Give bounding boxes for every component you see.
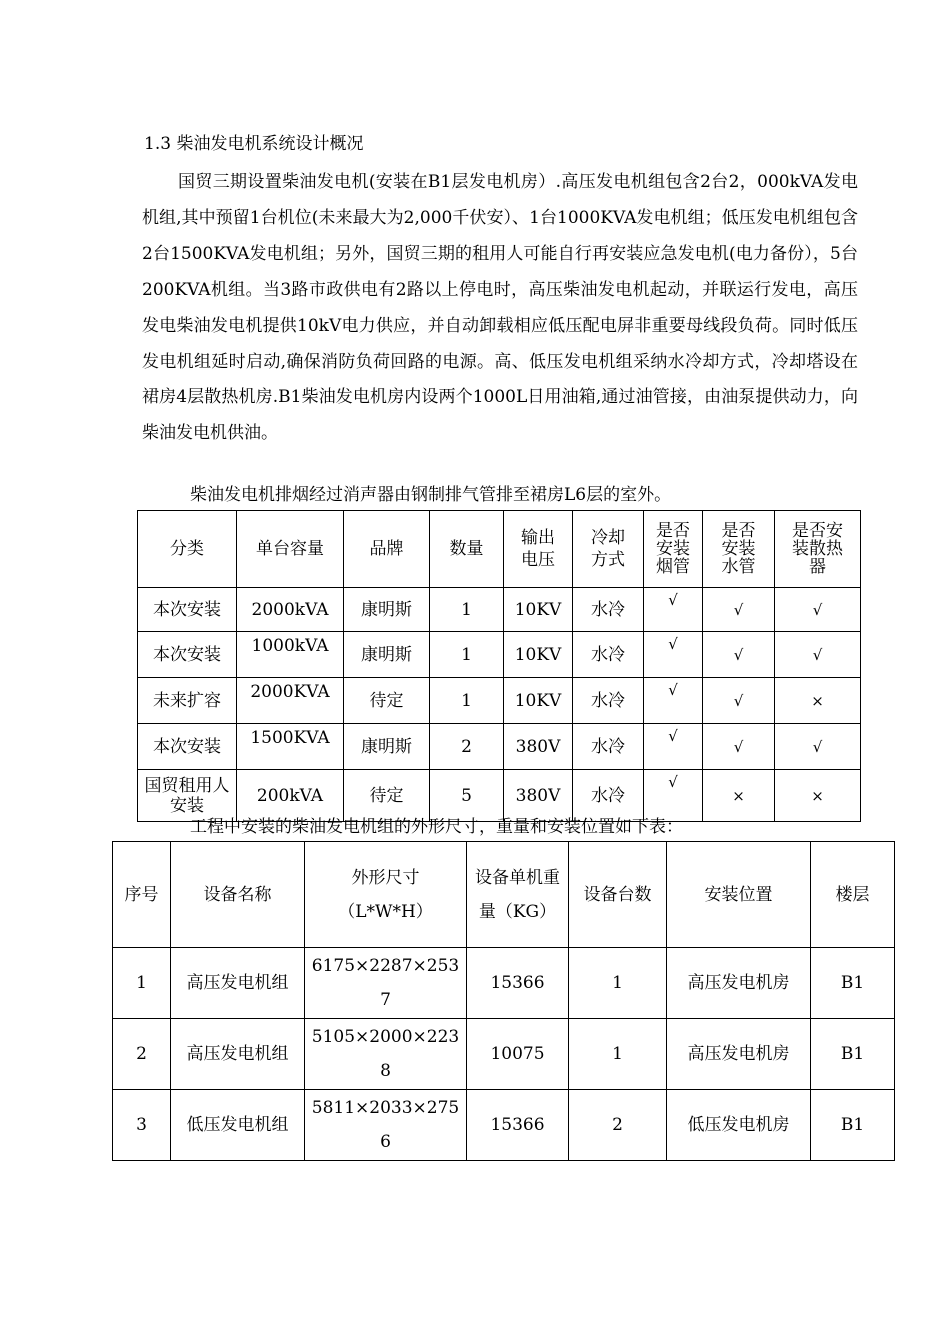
table-cell: √	[703, 724, 775, 770]
header-cell: 安装位置	[667, 842, 811, 948]
header-cell: 冷却方式	[573, 511, 644, 588]
table-cell: 1	[430, 678, 504, 724]
table-cell: 康明斯	[344, 588, 430, 632]
table-cell: 5811×2033×2756	[305, 1090, 467, 1161]
table-cell: √	[703, 678, 775, 724]
body-paragraph: 国贸三期设置柴油发电机(安装在B1层发电机房）.高压发电机组包含2台2，000kVA发电机组,其中预留1台机位(未来最大为2,000千伏安）、1台1000KVA发电机组；低压发电机组包含2台1500KVA发电机组；另外，国贸三期的租用人可能自行再安装应急发电机(电力备份），5台200KVA机组。当3路市政供电有2路以上停电时，高压柴油发电机起动，并联运行发电，高压发电柴油发电机提供10kV电力供应，并自动卸载相应低压配电屏非重要母线段负荷。同时低压发电机组延时启动,确保消防负荷回路的电源。高、低压发电机组采纳水冷却方式，冷却塔设在裙房4层散热机房.B1柴油发电机房内设两个1000L日用油箱,通过油管接，由油泵提供动力，向柴油发电机供油。	[142, 172, 858, 444]
header-cell: 是否安装烟管	[644, 511, 703, 588]
table-cell: 康明斯	[344, 632, 430, 678]
table-cell: 1	[113, 948, 171, 1019]
table-row	[138, 724, 861, 770]
table-cell: √	[644, 724, 703, 770]
table-cell: 高压发电机组	[171, 1019, 305, 1090]
table-cell: 10KV	[504, 588, 573, 632]
table-cell: 10KV	[504, 632, 573, 678]
table-cell: 10075	[467, 1019, 569, 1090]
table-header-row	[138, 511, 861, 588]
table-row	[138, 632, 861, 678]
table-row	[113, 1019, 895, 1090]
table-cell: 国贸租用人安装	[138, 770, 237, 822]
table-cell: √	[775, 632, 861, 678]
table-cell: 水冷	[573, 678, 644, 724]
table-cell: 2	[430, 724, 504, 770]
header-cell: 序号	[113, 842, 171, 948]
table-cell: 3	[113, 1090, 171, 1161]
table-cell: 200kVA	[237, 770, 344, 822]
table-cell: 1500KVA	[237, 724, 344, 770]
table-cell: 本次安装	[138, 632, 237, 678]
header-cell: 楼层	[811, 842, 895, 948]
table1-caption: 柴油发电机排烟经过消声器由钢制排气管排至裙房L6层的室外。	[190, 485, 672, 505]
table-cell: 水冷	[573, 770, 644, 822]
table-cell: 5105×2000×2238	[305, 1019, 467, 1090]
table-row	[113, 948, 895, 1019]
table-cell: √	[644, 770, 703, 822]
table-row	[113, 1090, 895, 1161]
header-cell: 品牌	[344, 511, 430, 588]
table-cell: 1	[430, 632, 504, 678]
table-cell: 2000KVA	[237, 678, 344, 724]
header-cell: 输出电压	[504, 511, 573, 588]
table-cell: B1	[811, 1090, 895, 1161]
header-cell: 外形尺寸（L*W*H）	[305, 842, 467, 948]
table-row	[138, 770, 861, 822]
table-cell: √	[644, 678, 703, 724]
header-cell: 数量	[430, 511, 504, 588]
table-cell: 2	[113, 1019, 171, 1090]
table-cell: ×	[775, 770, 861, 822]
header-cell: 分类	[138, 511, 237, 588]
header-cell: 是否安装水管	[703, 511, 775, 588]
table-cell: 380V	[504, 724, 573, 770]
table-cell: √	[775, 588, 861, 632]
table-cell: 高压发电机房	[667, 1019, 811, 1090]
table-cell: 水冷	[573, 588, 644, 632]
table-cell: 本次安装	[138, 588, 237, 632]
table-cell: 6175×2287×2537	[305, 948, 467, 1019]
table-cell: 2000kVA	[237, 588, 344, 632]
table-cell: 15366	[467, 948, 569, 1019]
table-cell: 1	[569, 948, 667, 1019]
table-cell: B1	[811, 1019, 895, 1090]
header-cell: 设备台数	[569, 842, 667, 948]
table-header-row	[113, 842, 895, 948]
table-row	[138, 678, 861, 724]
table-cell: 水冷	[573, 724, 644, 770]
table-cell: ×	[703, 770, 775, 822]
table-cell: 1	[430, 588, 504, 632]
table-cell: 高压发电机组	[171, 948, 305, 1019]
table-cell: 10KV	[504, 678, 573, 724]
table-cell: √	[644, 588, 703, 632]
table-cell: √	[703, 632, 775, 678]
table2-caption: 工程中安装的柴油发电机组的外形尺寸，重量和安装位置如下表：	[190, 817, 683, 837]
table-cell: 低压发电机组	[171, 1090, 305, 1161]
table-cell: 本次安装	[138, 724, 237, 770]
table-cell: 未来扩容	[138, 678, 237, 724]
header-cell: 设备单机重量（KG）	[467, 842, 569, 948]
generator-spec-table	[137, 510, 861, 822]
table-cell: 高压发电机房	[667, 948, 811, 1019]
table-cell: √	[644, 632, 703, 678]
header-cell: 设备名称	[171, 842, 305, 948]
table-cell: 待定	[344, 678, 430, 724]
table-cell: 待定	[344, 770, 430, 822]
table-cell: ×	[775, 678, 861, 724]
table-cell: 康明斯	[344, 724, 430, 770]
table-row	[138, 588, 861, 632]
table-cell: √	[775, 724, 861, 770]
table-cell: 5	[430, 770, 504, 822]
table-cell: √	[703, 588, 775, 632]
table-cell: 低压发电机房	[667, 1090, 811, 1161]
section-heading: 1.3 柴油发电机系统设计概况	[144, 134, 364, 154]
header-cell: 是否安装散热器	[775, 511, 861, 588]
header-cell: 单台容量	[237, 511, 344, 588]
generator-dimension-table	[112, 841, 895, 1161]
table-cell: 15366	[467, 1090, 569, 1161]
table-cell: 380V	[504, 770, 573, 822]
table-cell: 1	[569, 1019, 667, 1090]
table-cell: 水冷	[573, 632, 644, 678]
table-cell: 1000kVA	[237, 632, 344, 678]
table-cell: 2	[569, 1090, 667, 1161]
table-cell: B1	[811, 948, 895, 1019]
